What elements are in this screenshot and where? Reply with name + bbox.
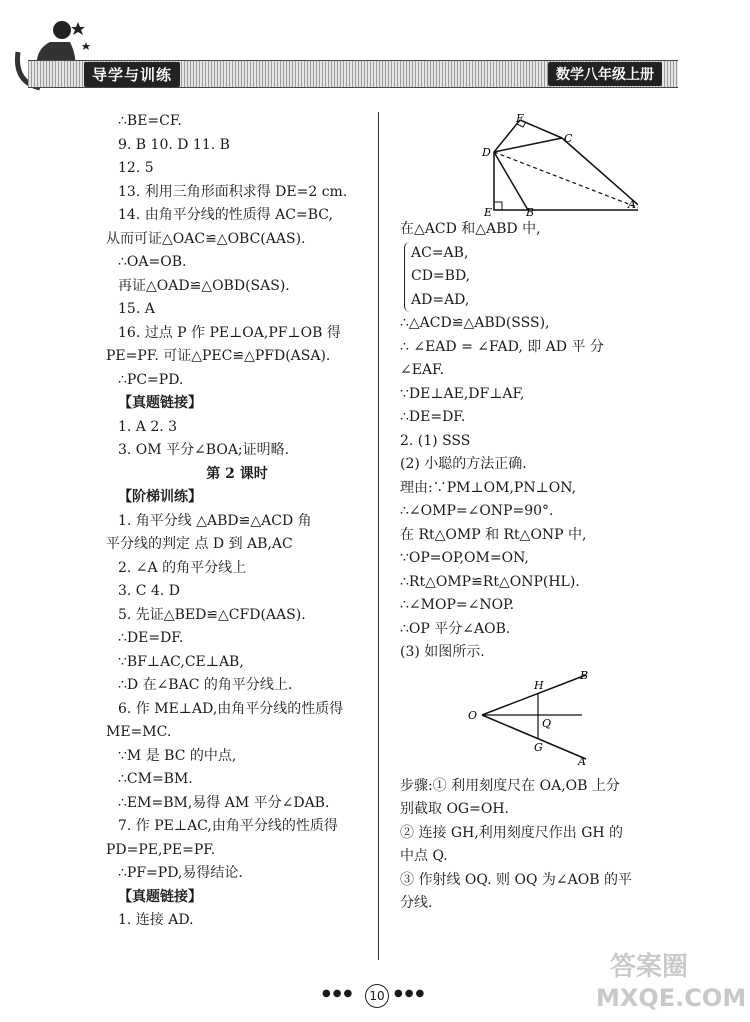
text-line: 在△ACD 和△ABD 中, (400, 221, 541, 237)
text-line: 从而可证△OAC≌△OBC(AAS). (106, 230, 306, 247)
text-line: 2. ∠A 的角平分线上 (118, 559, 247, 576)
condition-brace (404, 242, 470, 313)
text-line: ∴PF=PD,易得结论. (118, 865, 243, 881)
text-line: 9. B 10. D 11. B (118, 136, 230, 153)
text-line: 步骤:① 利用刻度尺在 OA,OB 上分 (400, 777, 620, 794)
text-line: ∵M 是 BC 的中点, (118, 747, 237, 764)
figure-angle-bisector (468, 671, 618, 769)
text-line: ∴D 在∠BAC 的角平分线上. (118, 677, 293, 693)
text-line: 中点 Q. (400, 848, 448, 864)
text-line: 16. 过点 P 作 PE⊥OA,PF⊥OB 得 (118, 324, 341, 341)
text-line: 【真题链接】 (118, 395, 202, 411)
text-line: ∴OP 平分∠AOB. (400, 620, 511, 637)
text-line: 6. 作 ME⊥AD,由角平分线的性质得 (118, 700, 344, 717)
text-line: 在 Rt△OMP 和 Rt△ONP 中, (400, 526, 587, 543)
text-line: ∴ ∠EAD = ∠FAD, 即 AD 平 分 (400, 338, 604, 355)
text-line: 12. 5 (118, 160, 154, 176)
fig1-label-C: C (564, 132, 573, 145)
text-line: 3. C 4. D (118, 583, 181, 599)
text-line: 14. 由角平分线的性质得 AC=BC, (118, 207, 333, 223)
column-divider (378, 112, 379, 960)
text-line: ∵DE⊥AE,DF⊥AF, (400, 385, 525, 402)
fig1-label-D: D (482, 146, 491, 159)
watermark-logo: 答案圈 (610, 952, 689, 982)
text-line: ∴Rt△OMP≌Rt△ONP(HL). (400, 573, 580, 590)
text-line: ∴DE=DF. (400, 409, 466, 425)
text-line: ∠EAF. (400, 362, 445, 378)
text-line: ③ 作射线 OQ. 则 OQ 为∠AOB 的平 (400, 871, 632, 888)
text-line: 平分线的判定 点 D 到 AB,AC (106, 536, 293, 552)
text-line: 再证△OAD≌△OBD(SAS). (118, 277, 290, 294)
text-line: 第 2 课时 (206, 465, 268, 482)
header-title: 导学与训练 (84, 62, 180, 87)
fig2-label-H: H (534, 678, 544, 692)
brace-line: CD=BD, (411, 268, 471, 284)
footer-dots-left: ●●● (322, 988, 355, 999)
text-line: PD=PE,PE=PF. (106, 841, 216, 858)
fig1-label-E: E (484, 206, 493, 218)
watermark-url: MXQE.COM (596, 984, 747, 1012)
text-line: 2. (1) SSS (400, 432, 471, 449)
text-line: ∴OA=OB. (118, 254, 187, 270)
text-line: ∵OP=OP,OM=ON, (400, 550, 529, 566)
text-line: PE=PF. 可证△PEC≌△PFD(ASA). (106, 348, 331, 364)
text-line: 1. 连接 AD. (118, 912, 194, 928)
text-line: 1. A 2. 3 (118, 418, 178, 435)
text-line: 5. 先证△BED≌△CFD(AAS). (118, 606, 306, 623)
text-line: (2) 小聪的方法正确. (400, 456, 527, 472)
fig2-label-B: B (580, 670, 589, 682)
text-line: 【阶梯训练】 (118, 489, 202, 505)
right-column (400, 110, 700, 916)
right-text-c (400, 775, 700, 916)
fig2-label-O: O (468, 708, 478, 722)
fig1-label-B: B (526, 206, 535, 218)
text-line: ∴△ACD≌△ABD(SSS), (400, 315, 550, 331)
page-header (0, 0, 750, 100)
text-line: 3. OM 平分∠BOA;证明略. (118, 442, 290, 458)
text-line: 1. 角平分线 △ABD≌△ACD 角 (118, 512, 312, 529)
fig2-label-A: A (578, 754, 586, 768)
text-line: 15. A (118, 301, 155, 317)
fig1-label-A: A (628, 198, 636, 211)
page-number: 10 (365, 984, 389, 1008)
text-line: 【真题链接】 (118, 888, 202, 905)
text-line: (3) 如图所示. (400, 644, 485, 660)
footer-dots-right: ●●● (394, 988, 427, 999)
left-column (106, 110, 368, 933)
text-line: ME=MC. (106, 724, 172, 740)
text-line: 理由:∵PM⊥OM,PN⊥ON, (400, 479, 577, 496)
text-line: ② 连接 GH,利用刻度尺作出 GH 的 (400, 824, 624, 841)
text-line: ∴∠OMP=∠ONP=90°. (400, 503, 554, 519)
text-line: 别截取 OG=OH. (400, 801, 509, 817)
text-line: ∴PC=PD. (118, 371, 184, 388)
text-line: ∵BF⊥AC,CE⊥AB, (118, 653, 244, 670)
text-line: 分线. (400, 895, 433, 911)
right-text-b (400, 312, 700, 665)
text-line: ∴DE=DF. (118, 630, 184, 646)
text-line: ∴CM=BM. (118, 771, 193, 787)
fig1-label-F: F (516, 112, 524, 125)
figure-triangle-diagram (438, 110, 638, 218)
header-book-label: 数学八年级上册 (548, 62, 662, 86)
right-text-a (400, 218, 700, 242)
text-line: ∴BE=CF. (118, 113, 182, 129)
text-line: 13. 利用三角形面积求得 DE=2 cm. (118, 183, 348, 200)
text-line: 7. 作 PE⊥AC,由角平分线的性质得 (118, 818, 338, 834)
text-line: ∴∠MOP=∠NOP. (400, 597, 515, 613)
brace-line: AD=AD, (411, 291, 470, 308)
fig2-label-Q: Q (542, 716, 552, 730)
fig2-label-G: G (534, 740, 543, 754)
text-line: ∴EM=BM,易得 AM 平分∠DAB. (118, 794, 330, 811)
brace-line: AC=AB, (411, 244, 469, 261)
page-footer (320, 982, 450, 1012)
